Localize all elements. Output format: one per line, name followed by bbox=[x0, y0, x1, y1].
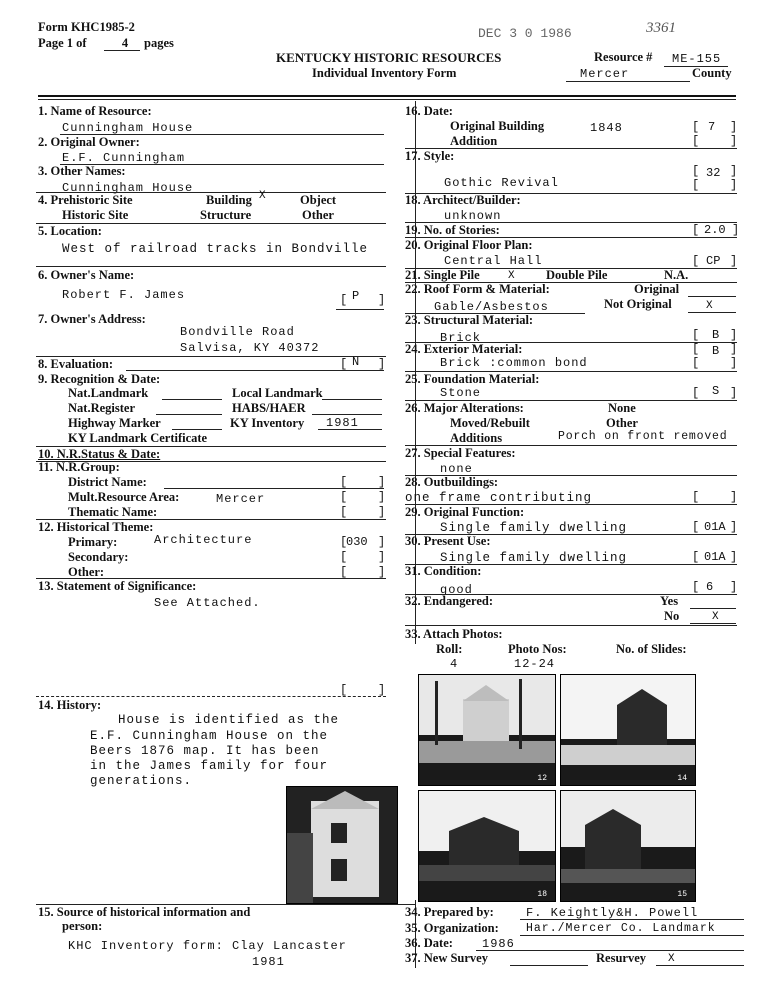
field-10-label: 10. N.R.Status & Date: bbox=[38, 447, 161, 461]
form-title: KENTUCKY HISTORIC RESOURCES bbox=[276, 50, 502, 65]
photo-4-number: 15 bbox=[677, 890, 687, 899]
field-34-label: 34. Prepared by: bbox=[405, 905, 494, 919]
field-15-label-1: 15. Source of historical information and bbox=[38, 905, 251, 919]
photo-1-number: 12 bbox=[537, 774, 547, 783]
field-36-label: 36. Date: bbox=[405, 936, 453, 950]
field-8-label: 8. Evaluation: bbox=[38, 357, 114, 371]
field-6-code: P bbox=[352, 289, 360, 303]
resource-number: ME-155 bbox=[672, 52, 722, 66]
field-13-label: 13. Statement of Significance: bbox=[38, 579, 197, 593]
double-pile-label: Double Pile bbox=[546, 268, 608, 282]
page-total: 4 bbox=[121, 36, 129, 50]
history-line-2: E.F. Cunningham House on the bbox=[90, 729, 329, 743]
style-code: 32 bbox=[706, 166, 721, 180]
attached-photo-1 bbox=[418, 674, 556, 786]
field-31-label: 31. Condition: bbox=[405, 564, 482, 578]
present-use-code: 01A bbox=[704, 550, 726, 564]
roll-label: Roll: bbox=[436, 642, 463, 656]
field-27-label: 27. Special Features: bbox=[405, 446, 516, 460]
condition-value: good bbox=[440, 583, 473, 597]
field-30-label: 30. Present Use: bbox=[405, 534, 491, 548]
attached-photo-3 bbox=[418, 790, 556, 902]
ky-inventory-value: 1981 bbox=[326, 416, 359, 430]
present-use-value: Single family dwelling bbox=[440, 551, 628, 565]
field-19-label: 19. No. of Stories: bbox=[405, 223, 500, 237]
slides-label: No. of Slides: bbox=[616, 642, 687, 656]
handwritten-number: 3361 bbox=[646, 20, 676, 36]
resource-label: Resource # bbox=[594, 50, 653, 64]
condition-code: 6 bbox=[706, 580, 714, 594]
photo-nos-label: Photo Nos: bbox=[508, 642, 567, 656]
floor-plan-value: Central Hall bbox=[444, 254, 543, 268]
addition-label: Addition bbox=[450, 134, 498, 148]
field-32-label: 32. Endangered: bbox=[405, 594, 493, 608]
alterations-value: Porch on front removed bbox=[558, 430, 728, 443]
floor-plan-code: CP bbox=[706, 254, 721, 268]
received-date-stamp: DEC 3 0 1986 bbox=[478, 26, 572, 41]
field-15-value-1: KHC Inventory form: Clay Lancaster bbox=[68, 939, 347, 953]
original-function-value: Single family dwelling bbox=[440, 521, 628, 535]
field-25-label: 25. Foundation Material: bbox=[405, 372, 540, 386]
endangered-no: No bbox=[664, 609, 680, 623]
field-5-label: 5. Location: bbox=[38, 224, 102, 238]
attached-photo-4 bbox=[560, 790, 696, 902]
ky-landmark-certificate: KY Landmark Certificate bbox=[68, 431, 208, 445]
ky-inventory: KY Inventory bbox=[230, 416, 305, 430]
field-6-label: 6. Owner's Name: bbox=[38, 268, 135, 282]
original-function-code: 01A bbox=[704, 520, 726, 534]
field-14-label: 14. History: bbox=[38, 698, 102, 712]
original-building-value: 1848 bbox=[590, 121, 623, 135]
field-8-code: N bbox=[352, 355, 360, 369]
field-2-value: E.F. Cunningham bbox=[62, 151, 186, 165]
style-value: Gothic Revival bbox=[444, 176, 559, 190]
mult-resource-value: Mercer bbox=[216, 492, 266, 506]
field-4-historic: Historic Site bbox=[62, 208, 129, 222]
field-35-label: 35. Organization: bbox=[405, 921, 499, 935]
primary-code: 030 bbox=[346, 535, 368, 549]
original-building-code: 7 bbox=[708, 120, 716, 134]
history-line-1: House is identified as the bbox=[118, 713, 340, 727]
outbuildings-value: one frame contributing bbox=[405, 491, 593, 505]
nat-register: Nat.Register bbox=[68, 401, 135, 415]
field-7-line2: Salvisa, KY 40372 bbox=[180, 341, 320, 355]
field-29-label: 29. Original Function: bbox=[405, 505, 525, 519]
field-4-prehistoric: 4. Prehistoric Site bbox=[38, 193, 133, 207]
stories-code: 2.0 bbox=[704, 223, 726, 237]
not-original-label: Not Original bbox=[604, 297, 672, 311]
field-23-label: 23. Structural Material: bbox=[405, 313, 534, 327]
field-13-value: See Attached. bbox=[154, 596, 261, 610]
form-subtitle: Individual Inventory Form bbox=[312, 66, 457, 80]
field-1-label: 1. Name of Resource: bbox=[38, 104, 152, 118]
field-4-other: Other bbox=[302, 208, 334, 222]
moved-rebuilt-label: Moved/Rebuilt bbox=[450, 416, 530, 430]
field-1-value: Cunningham House bbox=[62, 121, 194, 135]
history-line-4: in the James family for four bbox=[90, 759, 329, 773]
highway-marker: Highway Marker bbox=[68, 416, 161, 430]
special-features-value: none bbox=[440, 462, 473, 476]
habs-haer: HABS/HAER bbox=[232, 401, 306, 415]
field-16-label: 16. Date: bbox=[405, 104, 453, 118]
history-line-5: generations. bbox=[90, 774, 193, 788]
alterations-other: Other bbox=[606, 416, 638, 430]
field-12-label: 12. Historical Theme: bbox=[38, 520, 154, 534]
original-building-label: Original Building bbox=[450, 119, 545, 133]
field-7-line1: Bondville Road bbox=[180, 325, 295, 339]
roof-original-label: Original bbox=[634, 282, 680, 296]
local-landmark: Local Landmark bbox=[232, 386, 323, 400]
field-11-label: 11. N.R.Group: bbox=[38, 460, 120, 474]
field-15-label-2: person: bbox=[62, 919, 103, 933]
structural-value: Brick bbox=[440, 331, 482, 345]
county-label: County bbox=[692, 66, 732, 80]
field-22-label: 22. Roof Form & Material: bbox=[405, 282, 550, 296]
photo-3-number: 18 bbox=[537, 890, 547, 899]
field-37-label: 37. New Survey bbox=[405, 951, 488, 965]
field-28-label: 28. Outbuildings: bbox=[405, 475, 499, 489]
field-5-value: West of railroad tracks in Bondville bbox=[62, 242, 369, 256]
field-3-label: 3. Other Names: bbox=[38, 164, 126, 178]
field-9-label: 9. Recognition & Date: bbox=[38, 372, 161, 386]
survey-date-value: 1986 bbox=[482, 937, 515, 951]
exterior-value: Brick :common bond bbox=[440, 356, 588, 370]
additions-label: Additions bbox=[450, 431, 503, 445]
not-original-mark: X bbox=[706, 300, 713, 312]
foundation-code: S bbox=[712, 384, 720, 398]
history-line-3: Beers 1876 map. It has been bbox=[90, 744, 320, 758]
history-photo bbox=[286, 786, 398, 904]
structural-code: B bbox=[712, 328, 720, 342]
endangered-no-mark: X bbox=[712, 611, 719, 623]
photo-2-number: 14 bbox=[677, 774, 687, 783]
prepared-by-value: F. Keightly&H. Powell bbox=[526, 906, 699, 920]
resurvey-mark: X bbox=[668, 953, 675, 965]
secondary-label: Secondary: bbox=[68, 550, 129, 564]
na-label: N.A. bbox=[664, 268, 689, 282]
county-value: Mercer bbox=[580, 67, 630, 81]
alterations-none: None bbox=[608, 401, 636, 415]
organization-value: Har./Mercer Co. Landmark bbox=[526, 922, 716, 935]
page-label: Page 1 of bbox=[38, 36, 87, 50]
pages-label: pages bbox=[144, 36, 174, 50]
field-26-label: 26. Major Alterations: bbox=[405, 401, 524, 415]
thematic-name: Thematic Name: bbox=[68, 505, 158, 519]
exterior-code: B bbox=[712, 344, 720, 358]
district-name: District Name: bbox=[68, 475, 147, 489]
field-6-value: Robert F. James bbox=[62, 288, 186, 302]
roof-value: Gable/Asbestos bbox=[434, 300, 549, 314]
foundation-value: Stone bbox=[440, 386, 482, 400]
field-2-label: 2. Original Owner: bbox=[38, 135, 140, 149]
field-15-value-2: 1981 bbox=[252, 955, 285, 969]
field-4-building-mark: X bbox=[259, 190, 266, 202]
architect-value: unknown bbox=[444, 209, 502, 223]
other-label: Other: bbox=[68, 565, 105, 579]
field-21-label: 21. Single Pile bbox=[405, 268, 480, 282]
roll-value: 4 bbox=[450, 657, 459, 671]
primary-label: Primary: bbox=[68, 535, 118, 549]
mult-resource-area: Mult.Resource Area: bbox=[68, 490, 180, 504]
field-4-building: Building bbox=[206, 193, 252, 207]
attached-photo-2 bbox=[560, 674, 696, 786]
photo-nos-value: 12-24 bbox=[514, 657, 556, 671]
nat-landmark: Nat.Landmark bbox=[68, 386, 149, 400]
primary-value: Architecture bbox=[154, 533, 253, 547]
field-7-label: 7. Owner's Address: bbox=[38, 312, 146, 326]
field-4-structure: Structure bbox=[200, 208, 252, 222]
endangered-yes: Yes bbox=[660, 594, 679, 608]
field-17-label: 17. Style: bbox=[405, 149, 455, 163]
field-3-value: Cunningham House bbox=[62, 181, 194, 195]
single-pile-mark: X bbox=[508, 270, 515, 282]
field-24-label: 24. Exterior Material: bbox=[405, 342, 523, 356]
resurvey-label: Resurvey bbox=[596, 951, 646, 965]
form-number: Form KHC1985-2 bbox=[38, 20, 135, 34]
field-33-label: 33. Attach Photos: bbox=[405, 627, 503, 641]
field-4-object: Object bbox=[300, 193, 337, 207]
field-18-label: 18. Architect/Builder: bbox=[405, 193, 521, 207]
field-20-label: 20. Original Floor Plan: bbox=[405, 238, 533, 252]
